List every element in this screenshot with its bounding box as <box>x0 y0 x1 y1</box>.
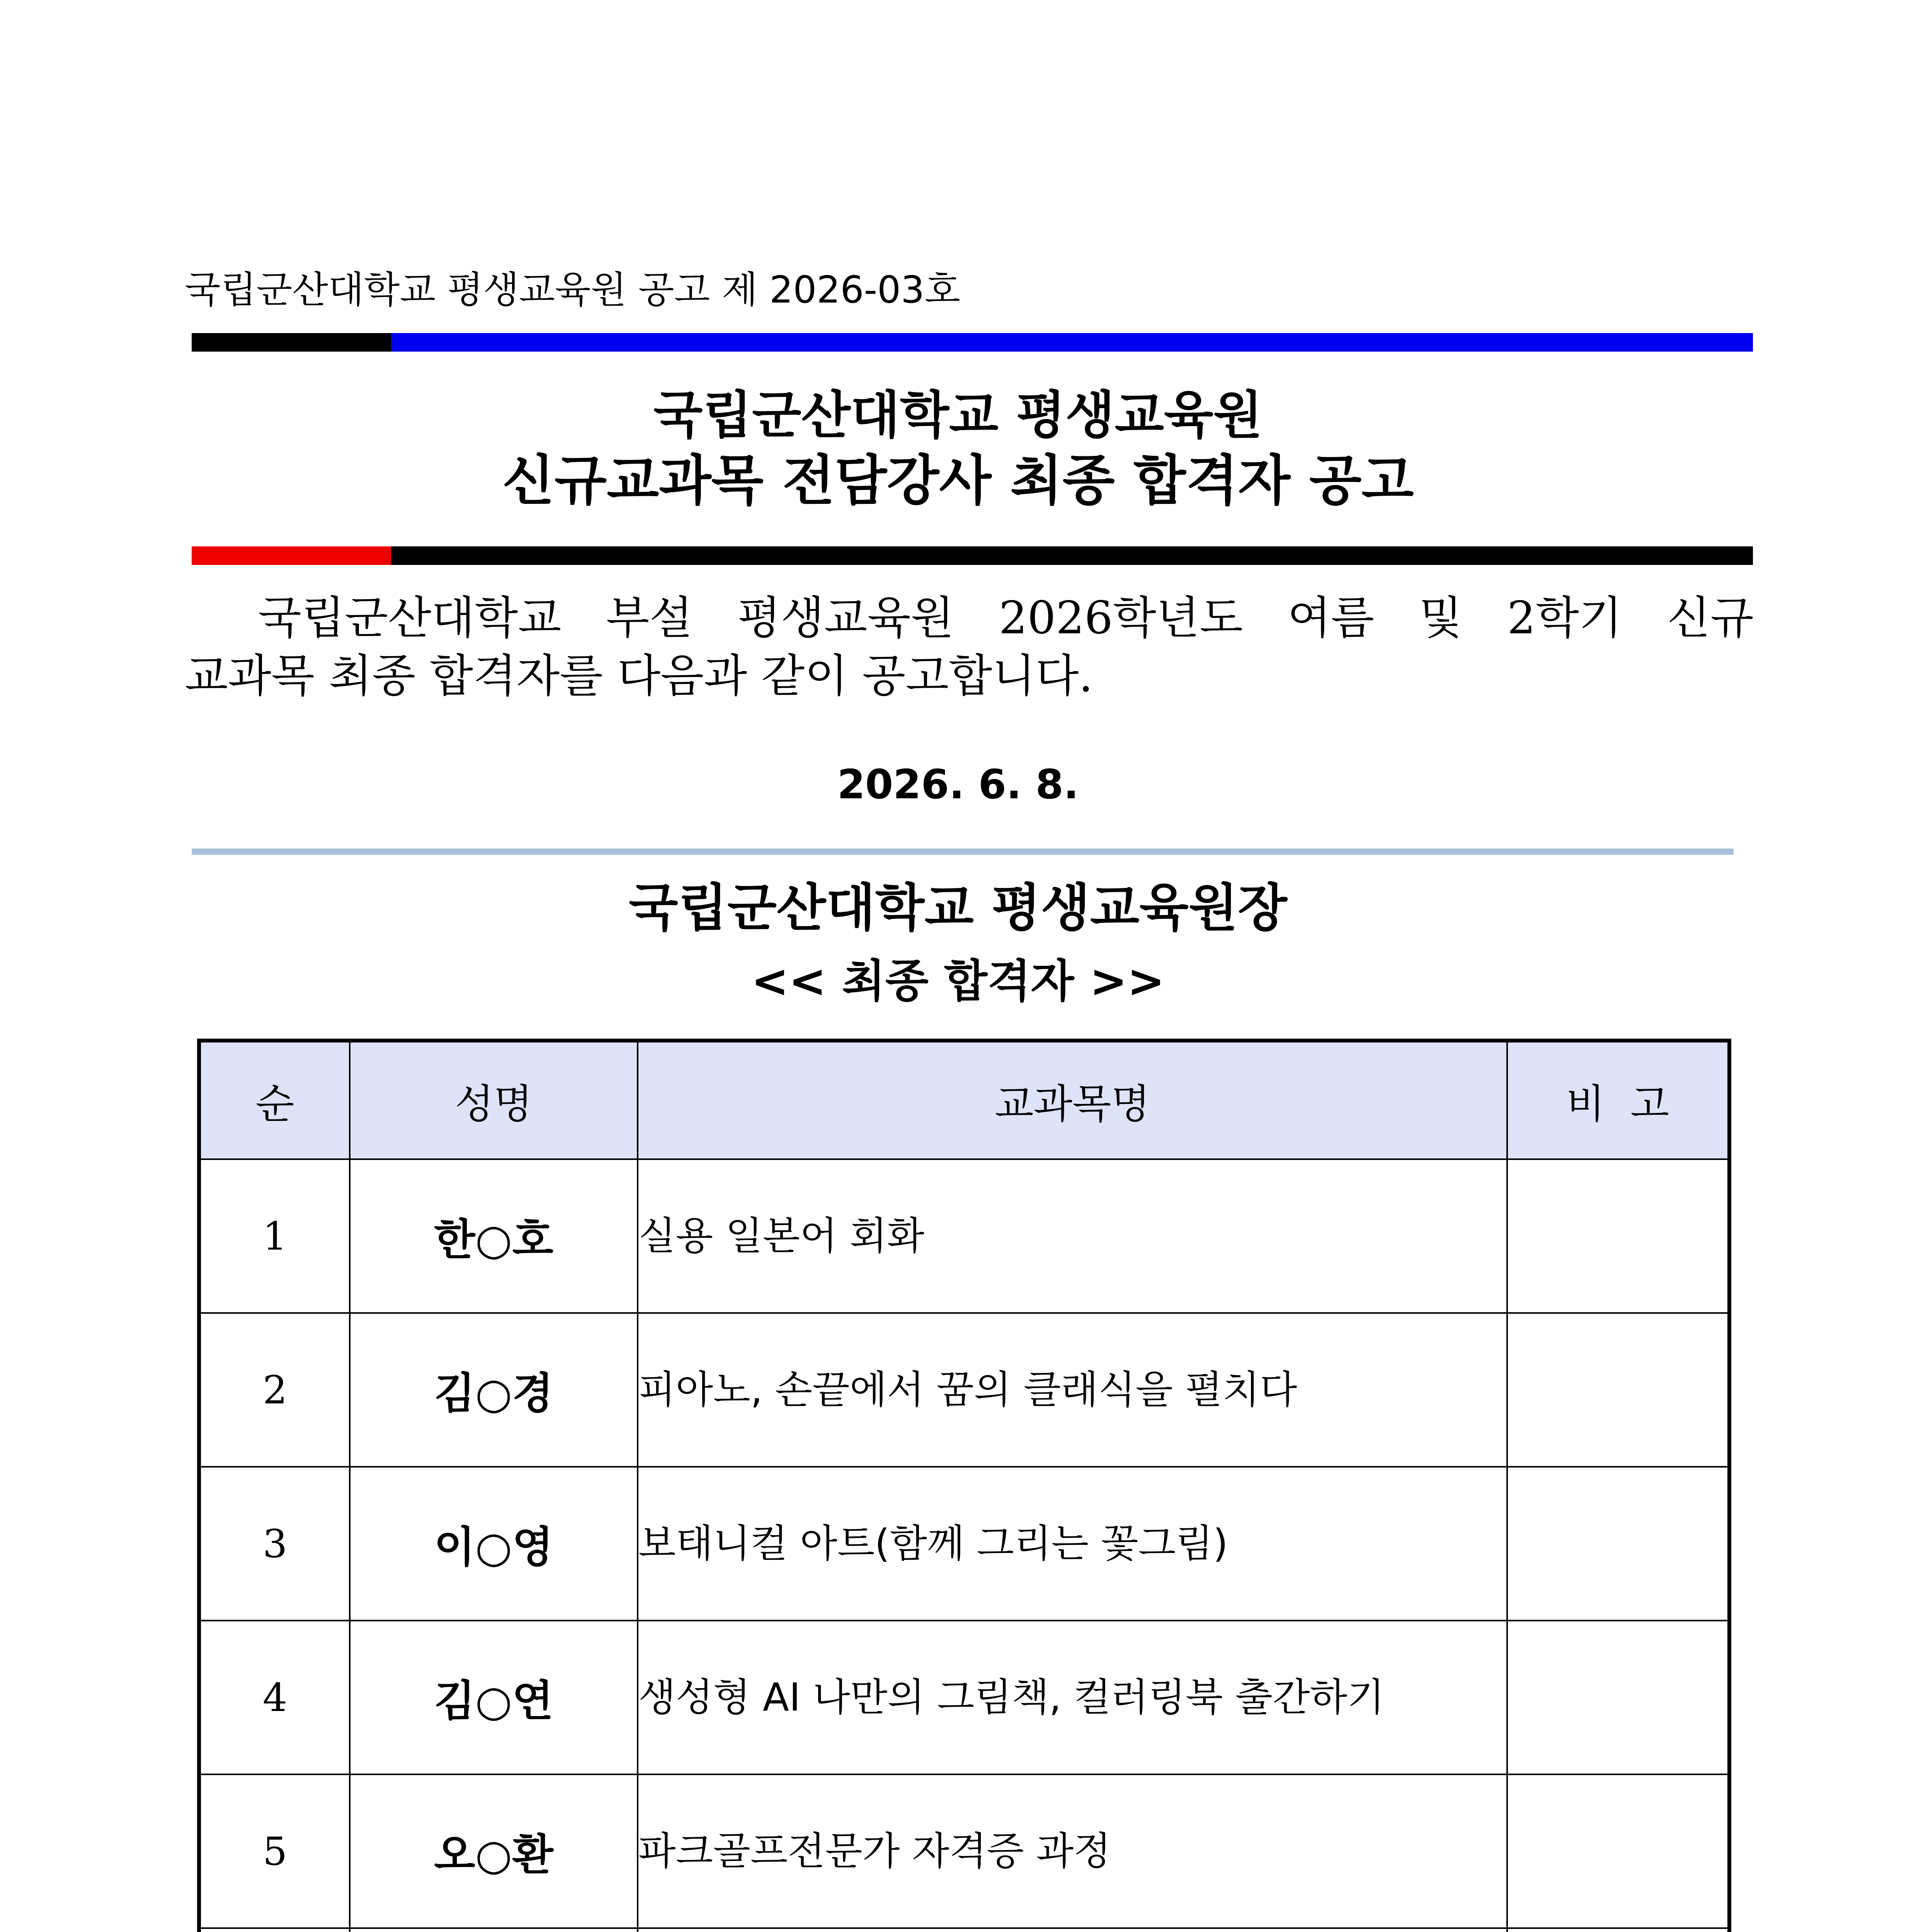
top-bar-blue-segment <box>391 333 1753 352</box>
row-remark <box>1507 1467 1729 1621</box>
results-table <box>197 1039 1731 1932</box>
row-subject-text: 피아노, 손끝에서 꿈의 클래식을 펼치다 <box>638 1367 1297 1412</box>
row-subject-text: 생성형 AI 나만의 그림책, 컬러링북 출간하기 <box>638 1675 1385 1720</box>
top-color-bar <box>192 333 1753 352</box>
header-remark: 비 고 <box>1507 1041 1729 1159</box>
intro-line-2: 교과목 최종 합격자를 다음과 같이 공고합니다. <box>185 650 1093 702</box>
row-subject <box>638 1313 1507 1467</box>
row-subject <box>638 1621 1507 1774</box>
bottom-color-bar <box>192 546 1753 565</box>
row-no: 1 <box>199 1159 350 1313</box>
row-subject <box>638 1159 1507 1313</box>
table-row <box>199 1928 1729 1932</box>
table-row <box>199 1467 1729 1621</box>
row-remark <box>1507 1313 1729 1467</box>
table-row <box>199 1313 1729 1467</box>
row-name: 김○연 <box>350 1621 638 1774</box>
announcement-date: 2026. 6. 8. <box>837 761 1079 808</box>
list-title: << 최종 합격자 >> <box>751 955 1165 1007</box>
row-no: 2 <box>199 1313 350 1467</box>
row-remark <box>1507 1928 1729 1932</box>
row-remark <box>1507 1621 1729 1774</box>
intro-paragraph <box>185 589 1754 705</box>
row-subject <box>638 1774 1507 1928</box>
table-row <box>199 1159 1729 1313</box>
table-row <box>199 1774 1729 1928</box>
row-name: 이○영 <box>350 1467 638 1621</box>
row-no: 5 <box>199 1774 350 1928</box>
top-bar-black-segment <box>192 333 391 352</box>
bottom-bar-red-segment <box>192 546 391 565</box>
row-no: 4 <box>199 1621 350 1774</box>
table-header-row <box>199 1041 1729 1159</box>
row-remark <box>1507 1159 1729 1313</box>
title-institution: 국립군산대학교 평생교육원 <box>653 386 1263 445</box>
row-remark <box>1507 1774 1729 1928</box>
row-subject-text: 보태니컬 아트(함께 그리는 꽃그림) <box>638 1521 1228 1566</box>
row-name: 오○환 <box>350 1774 638 1928</box>
intro-line-1: 국립군산대학교 부설 평생교육원 2026학년도 여름 및 2학기 신규 <box>258 592 1754 644</box>
row-name: 한○호 <box>350 1159 638 1313</box>
row-subject-text: 실용 일본어 회화 <box>638 1213 924 1259</box>
bottom-bar-black-segment <box>391 546 1753 565</box>
table-row <box>199 1621 1729 1774</box>
row-subject <box>638 1928 1507 1932</box>
header-name: 성명 <box>350 1041 638 1159</box>
title-announcement: 신규교과목 전담강사 최종 합격자 공고 <box>502 449 1414 512</box>
row-name: 김○경 <box>350 1313 638 1467</box>
divider-rule <box>192 849 1734 855</box>
row-subject-text: 파크골프전문가 자격증 과정 <box>638 1828 1111 1874</box>
header-subject: 교과목명 <box>638 1041 1507 1159</box>
notice-number: 국립군산대학교 평생교육원 공고 제 2026-03호 <box>185 268 960 311</box>
row-no: 3 <box>199 1467 350 1621</box>
header-no: 순 <box>199 1041 350 1159</box>
row-no <box>199 1928 350 1932</box>
row-subject <box>638 1467 1507 1621</box>
row-name <box>350 1928 638 1932</box>
signer: 국립군산대학교 평생교육원장 <box>629 878 1287 938</box>
